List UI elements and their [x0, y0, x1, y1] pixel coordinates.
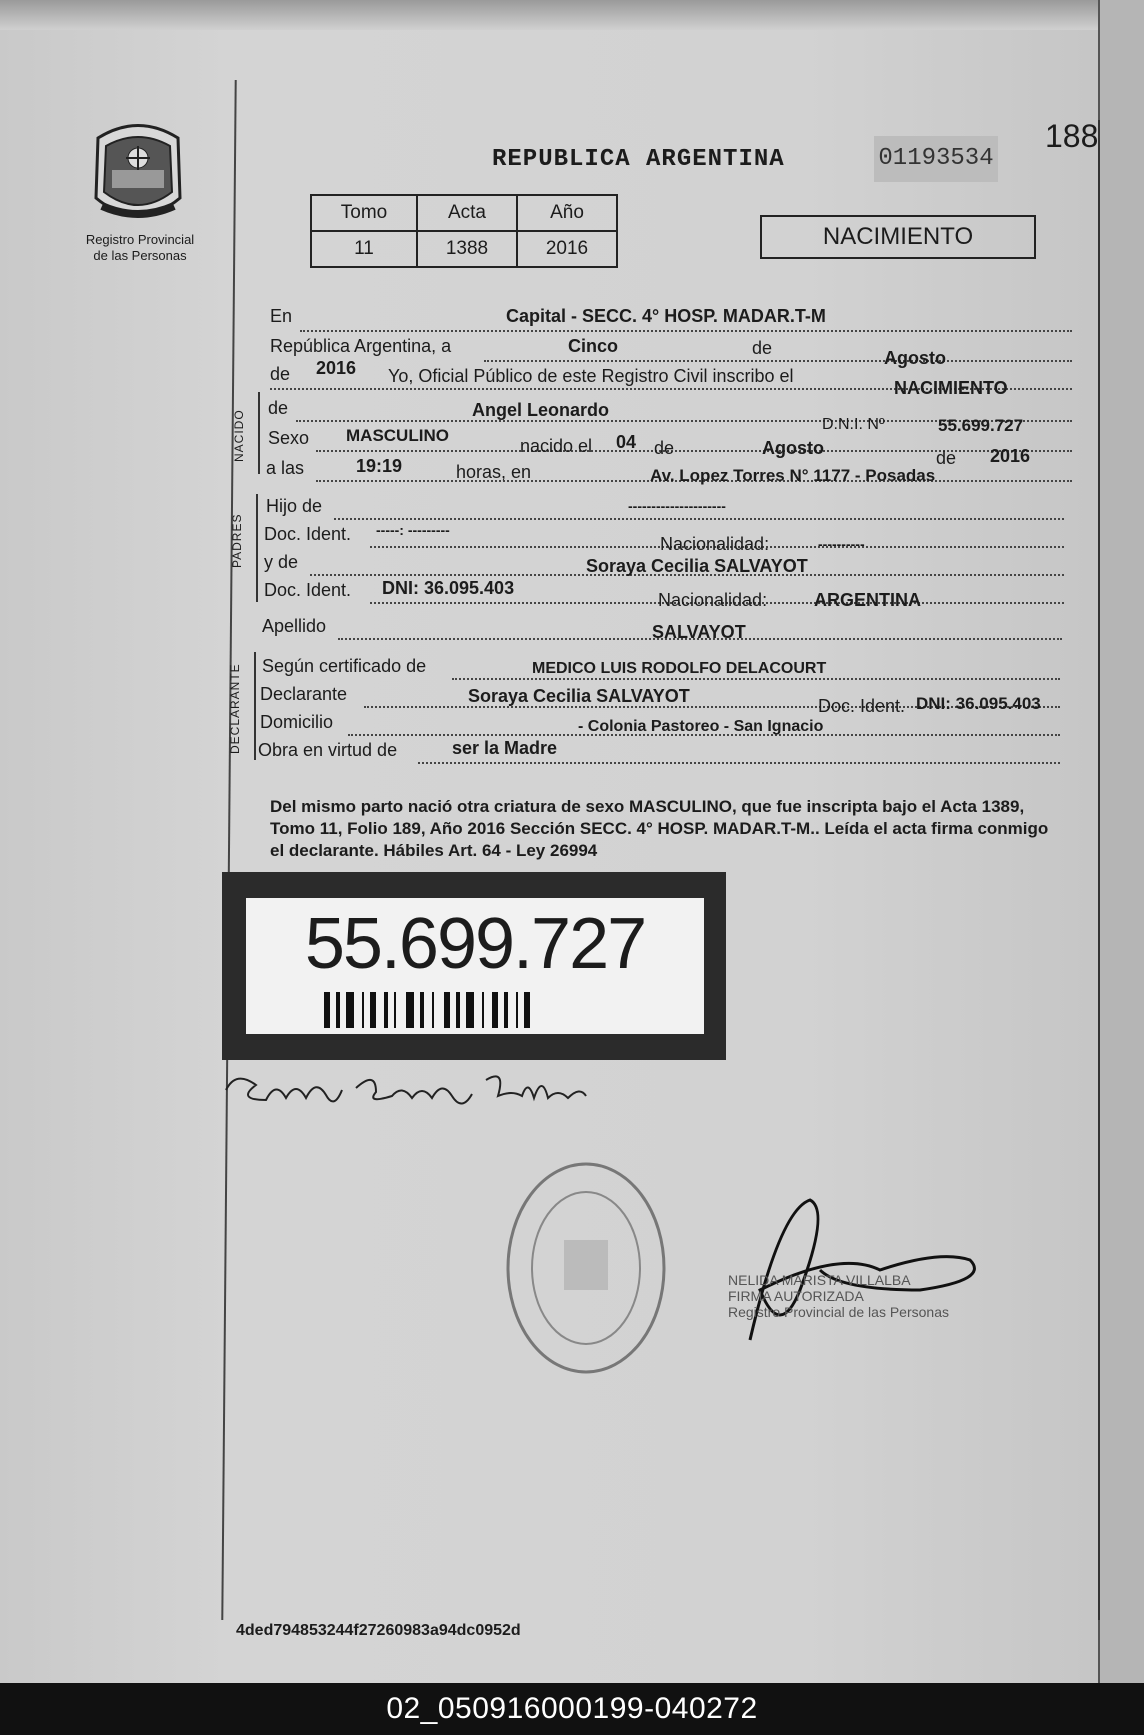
- y-de-label: y de: [264, 552, 299, 572]
- dni-label: D.N.I. Nº: [822, 416, 885, 433]
- barcode-bar: [504, 992, 508, 1028]
- obra-value: ser la Madre: [452, 738, 558, 758]
- sexo-value: MASCULINO: [346, 426, 449, 445]
- right-margin-rule: [1098, 120, 1100, 1620]
- official-signature: [720, 1190, 990, 1350]
- horas-en-label: horas, en: [456, 462, 532, 482]
- sexo-label: Sexo: [268, 428, 310, 448]
- page-number: 188: [1045, 118, 1099, 154]
- header-acta: Acta: [417, 195, 517, 231]
- de-label: de: [752, 338, 773, 358]
- section-label-declarante: DECLARANTE: [228, 663, 242, 754]
- hijo-de-label: Hijo de: [266, 496, 323, 516]
- provincial-seal-logo: [88, 118, 188, 228]
- barcode-bar: [420, 992, 424, 1028]
- barcode-bar: [394, 992, 396, 1028]
- oficial-text: Yo, Oficial Público de este Registro Civil inscribo el: [388, 366, 794, 386]
- header-anio: Año: [517, 195, 617, 231]
- section-rule-declarante: [254, 652, 256, 760]
- section-rule-padres: [256, 494, 258, 602]
- doc-ident-label-2: Doc. Ident.: [264, 580, 352, 600]
- registry-caption-line2: de las Personas: [93, 248, 187, 263]
- barcode-bar: [466, 992, 474, 1028]
- doc-ident-value-2: DNI: 36.095.403: [382, 578, 515, 598]
- obra-label: Obra en virtud de: [258, 740, 398, 760]
- hijo-de-value: ---------------------: [628, 498, 726, 514]
- section-rule-nacido: [258, 392, 260, 474]
- doc-ident-value-1: -----: ---------: [376, 522, 450, 538]
- official-seal-stamp: [504, 1160, 668, 1376]
- barcode-bars: [324, 992, 624, 1028]
- dotted-line: [334, 518, 1064, 520]
- month-value: Agosto: [884, 348, 946, 368]
- dotted-line: [452, 678, 1060, 680]
- barcode-bar: [492, 992, 498, 1028]
- domicilio-label: Domicilio: [260, 712, 334, 732]
- doc-ident-label-3: Doc. Ident.: [818, 696, 906, 716]
- document-title: REPUBLICA ARGENTINA: [492, 146, 785, 173]
- en-label: En: [270, 306, 293, 326]
- dni-value: 55.699.727: [938, 416, 1024, 435]
- dotted-line: [316, 450, 1072, 452]
- barcode-inner: [246, 898, 704, 1034]
- birth-time: 19:19: [356, 456, 403, 476]
- page-edge: [1098, 0, 1144, 1683]
- doc-ident-label-1: Doc. Ident.: [264, 524, 352, 544]
- inscribe-value: NACIMIENTO: [894, 378, 1008, 398]
- value-tomo: 11: [311, 231, 417, 267]
- child-name: Angel Leonardo: [472, 400, 610, 420]
- official-name: NELIDA MARISTA VILLALBA: [728, 1272, 911, 1288]
- document-type-box: NACIMIENTO: [760, 215, 1036, 259]
- birth-year: 2016: [990, 446, 1031, 466]
- value-acta: 1388: [417, 231, 517, 267]
- registry-table: [310, 194, 618, 268]
- barcode-bar: [362, 992, 364, 1028]
- barcode-bar: [524, 992, 530, 1028]
- official-role: FIRMA AUTORIZADA: [728, 1288, 864, 1304]
- left-margin-rule: [221, 80, 236, 1620]
- dotted-line: [300, 330, 1072, 332]
- de4-label: de: [654, 438, 675, 458]
- serial-number: 01193534: [874, 136, 998, 182]
- birth-month: Agosto: [762, 438, 824, 458]
- barcode-bar: [324, 992, 330, 1028]
- barcode-bar: [444, 992, 450, 1028]
- document-hash: 4ded794853244f27260983a94dc0952d: [236, 1622, 521, 1639]
- barcode-bar: [516, 992, 518, 1028]
- barcode-bar: [456, 992, 460, 1028]
- section-label-nacido: NACIDO: [232, 409, 246, 462]
- apellido-label: Apellido: [262, 616, 327, 636]
- dotted-line: [418, 762, 1060, 764]
- day-word: Cinco: [568, 336, 619, 356]
- header-tomo: Tomo: [311, 195, 417, 231]
- de3-label: de: [268, 398, 289, 418]
- value-anio: 2016: [517, 231, 617, 267]
- declarante-dni: DNI: 36.095.403: [916, 694, 1041, 713]
- scan-footer-id: 02_050916000199-040272: [0, 1683, 1144, 1735]
- republica-label: República Argentina, a: [270, 336, 452, 356]
- barcode-bar: [336, 992, 340, 1028]
- a-las-label: a las: [266, 458, 305, 478]
- declarante-value: Soraya Cecilia SALVAYOT: [468, 686, 690, 706]
- de5-label: de: [936, 448, 957, 468]
- dotted-line: [484, 360, 1072, 362]
- official-office: Registro Provincial de las Personas: [728, 1304, 949, 1320]
- barcode-label: [222, 872, 726, 1060]
- year-value: 2016: [316, 358, 357, 378]
- nacionalidad-value-1: ----------: [818, 536, 865, 552]
- certificado-label: Según certificado de: [262, 656, 427, 676]
- nacionalidad-label-2: Nacionalidad:: [658, 590, 768, 610]
- nacido-el-label: nacido el: [520, 436, 593, 456]
- nacionalidad-value-2: ARGENTINA: [814, 590, 921, 610]
- en-value: Capital - SECC. 4° HOSP. MADAR.T-M: [506, 306, 826, 326]
- barcode-bar: [406, 992, 414, 1028]
- barcode-bar: [370, 992, 376, 1028]
- barcode-bar: [384, 992, 388, 1028]
- mother-name: Soraya Cecilia SALVAYOT: [586, 556, 808, 576]
- barcode-number: 55.699.727: [304, 904, 646, 984]
- birth-place: Av. Lopez Torres N° 1177 - Posadas: [650, 466, 936, 485]
- barcode-bar: [346, 992, 354, 1028]
- official-stamp-text: [728, 1272, 949, 1320]
- registry-caption-line1: Registro Provincial: [85, 232, 195, 247]
- de2-label: de: [270, 364, 291, 384]
- nacionalidad-label-1: Nacionalidad:: [660, 534, 770, 554]
- declarante-label: Declarante: [260, 684, 348, 704]
- barcode-bar: [482, 992, 484, 1028]
- birth-day: 04: [616, 432, 637, 452]
- declarant-signature: [216, 1060, 616, 1120]
- section-label-padres: PADRES: [230, 513, 244, 568]
- domicilio-value: - Colonia Pastoreo - San Ignacio: [578, 718, 824, 735]
- top-shadow: [0, 0, 1144, 30]
- apellido-value: SALVAYOT: [652, 622, 746, 642]
- registry-caption: [70, 232, 210, 264]
- twin-birth-note: Del mismo parto nació otra criatura de sexo MASCULINO, que fue inscripta bajo el Acta 1389, Tomo 11, Folio 189, Año 2016 Sección SECC. 4° HOSP. MADAR.T-M.. Leída el acta firma conmigo el declarante. Hábiles Art. 64 - Ley 26994: [270, 797, 1049, 860]
- barcode-bar: [432, 992, 434, 1028]
- certificado-value: MEDICO LUIS RODOLFO DELACOURT: [532, 660, 827, 677]
